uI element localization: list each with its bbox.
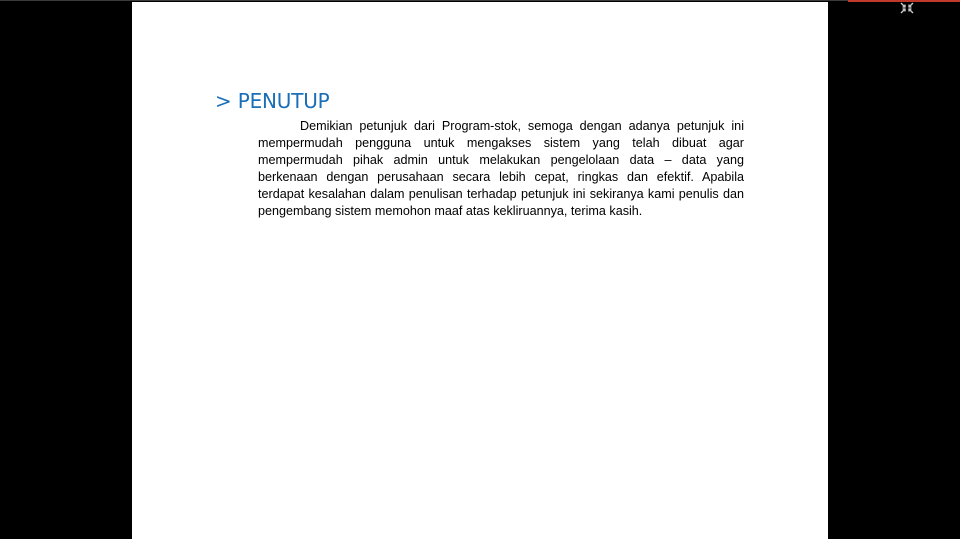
exit-fullscreen-button[interactable] — [899, 1, 915, 15]
closing-paragraph: Demikian petunjuk dari Program-stok, semoga dengan adanya petunjuk ini mempermudah pengguna untuk mengakses sistem yang telah dibuat agar mempermudah pihak admin untuk melakukan pengelolaan data – data yang berkenaan dengan perusahaan secara lebih cepat, ringkas dan efektif. Apabila terdapat kesalahan dalam penulisan terhadap petunjuk ini sekiranya kami penulis dan pengembang sistem memohon maaf atas kekliruannya, terima kasih. — [258, 119, 744, 218]
exit-fullscreen-icon — [899, 1, 915, 15]
document-page — [132, 2, 828, 539]
top-border — [0, 0, 960, 1]
section-heading: > PENUTUP — [215, 89, 330, 113]
